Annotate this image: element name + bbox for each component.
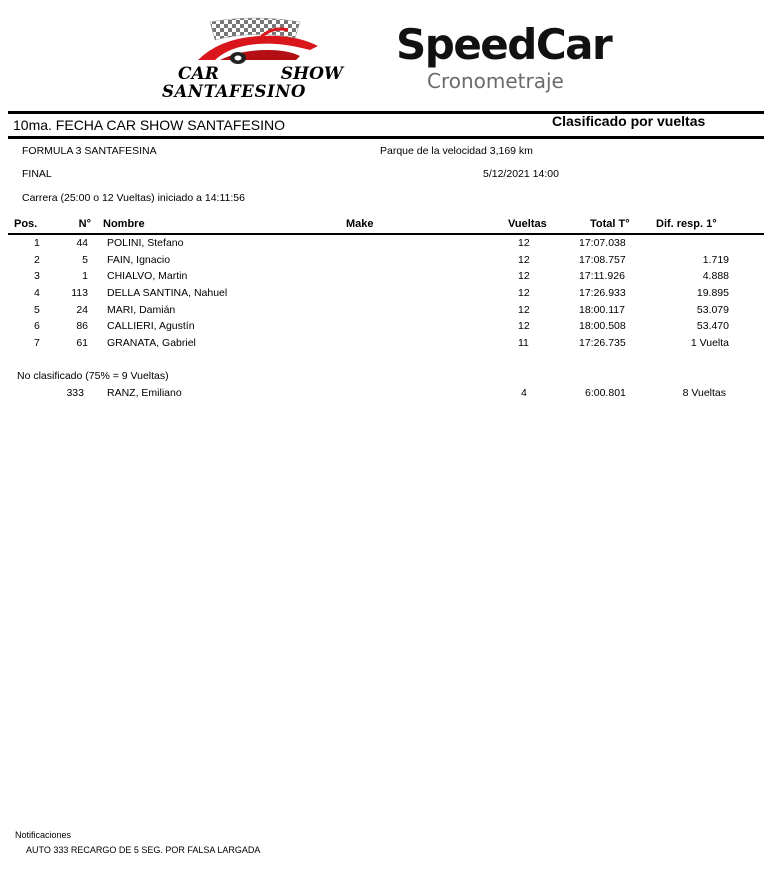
row-laps: 12 — [518, 254, 530, 266]
row-name: GRANATA, Gabriel — [107, 337, 196, 349]
col-laps: Vueltas — [508, 218, 547, 230]
carshow-logo — [160, 16, 345, 100]
row-diff: 19.895 — [696, 287, 729, 299]
carshow-logo-line2: SANTAFESINO — [162, 82, 306, 101]
race-info: Carrera (25:00 o 12 Vueltas) iniciado a 14:11:56 — [22, 192, 245, 204]
row-total: 17:26.933 — [579, 287, 626, 299]
notification-text: AUTO 333 RECARGO DE 5 SEG. POR FALSA LARGADA — [26, 845, 261, 855]
row-name: RANZ, Emiliano — [107, 387, 182, 399]
checkered-flag-car-icon — [160, 16, 345, 68]
row-diff: 8 Vueltas — [682, 387, 726, 399]
row-diff: 4.888 — [702, 270, 729, 282]
table-header-rule — [8, 233, 764, 235]
row-total: 6:00.801 — [585, 387, 626, 399]
row-total: 17:26.735 — [579, 337, 626, 349]
row-total: 17:07.038 — [579, 237, 626, 249]
row-pos: 4 — [34, 287, 40, 299]
row-name: CALLIERI, Agustín — [107, 320, 195, 332]
row-total: 17:08.757 — [579, 254, 626, 266]
row-total: 18:00.508 — [579, 320, 626, 332]
row-pos: 3 — [34, 270, 40, 282]
circuit: Parque de la velocidad 3,169 km — [380, 145, 533, 157]
row-name: MARI, Damián — [107, 304, 176, 316]
row-num: 113 — [71, 287, 88, 299]
notifications-title: Notificaciones — [15, 830, 72, 840]
row-num: 86 — [76, 320, 88, 332]
category: FORMULA 3 SANTAFESINA — [22, 145, 157, 157]
col-pos: Pos. — [14, 218, 38, 230]
row-laps: 12 — [518, 320, 530, 332]
header-rule-bottom — [8, 136, 764, 139]
row-name: DELLA SANTINA, Nahuel — [107, 287, 228, 299]
row-num: 44 — [76, 237, 88, 249]
row-laps: 12 — [518, 270, 530, 282]
row-name: FAIN, Ignacio — [107, 254, 171, 266]
row-pos: 6 — [34, 320, 40, 332]
not-classified-label: No clasificado (75% = 9 Vueltas) — [17, 370, 169, 382]
row-total: 17:11.926 — [579, 270, 625, 282]
row-diff: 53.470 — [696, 320, 729, 332]
col-make: Make — [346, 218, 374, 230]
row-num: 24 — [76, 304, 88, 316]
speedcar-brand: SpeedCar — [396, 20, 612, 69]
carshow-logo-line1: CAR SHOW — [178, 64, 343, 84]
row-pos: 5 — [34, 304, 40, 316]
report-title: Clasificado por vueltas — [552, 113, 706, 129]
col-total: Total T° — [590, 218, 630, 230]
col-diff: Dif. resp. 1° — [656, 218, 717, 230]
col-num: N° — [78, 218, 91, 230]
row-num: 5 — [82, 254, 88, 266]
row-total: 18:00.117 — [579, 304, 625, 316]
event-title: 10ma. FECHA CAR SHOW SANTAFESINO — [13, 117, 286, 133]
row-num: 61 — [76, 337, 88, 349]
row-num: 333 — [66, 387, 84, 399]
row-laps: 11 — [518, 337, 529, 349]
row-laps: 4 — [521, 387, 527, 399]
session: FINAL — [22, 168, 52, 180]
row-num: 1 — [82, 270, 88, 282]
row-diff: 53.079 — [696, 304, 729, 316]
row-pos: 2 — [34, 254, 40, 266]
row-diff: 1 Vuelta — [690, 337, 729, 349]
row-laps: 12 — [518, 304, 530, 316]
row-name: CHIALVO, Martin — [107, 270, 188, 282]
datetime: 5/12/2021 14:00 — [483, 168, 559, 180]
row-name: POLINI, Stefano — [107, 237, 184, 249]
row-pos: 7 — [34, 337, 40, 349]
speedcar-tagline: Cronometraje — [427, 69, 564, 93]
row-laps: 12 — [518, 287, 530, 299]
col-name: Nombre — [103, 218, 145, 230]
speedcar-logo — [396, 20, 616, 100]
row-pos: 1 — [34, 237, 40, 249]
row-diff: 1.719 — [702, 254, 729, 266]
row-laps: 12 — [518, 237, 530, 249]
